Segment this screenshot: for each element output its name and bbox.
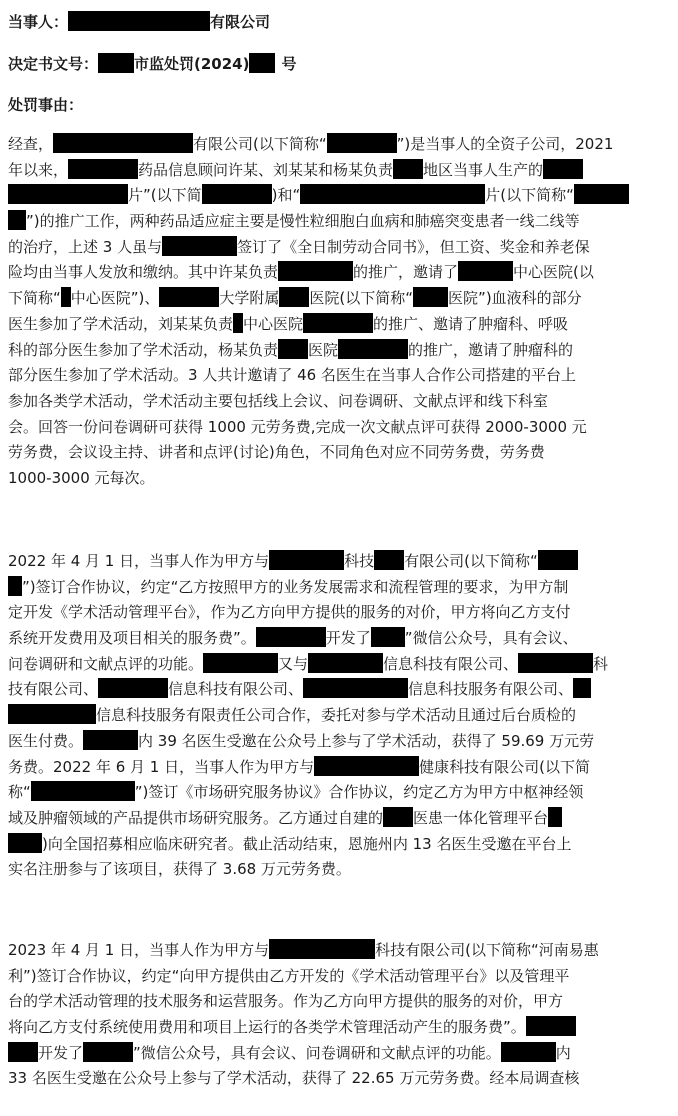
redaction-block (278, 261, 353, 281)
text-segment: 又与 (278, 654, 309, 673)
redaction-block (383, 807, 413, 827)
redaction-block (300, 184, 485, 204)
text-line (8, 363, 670, 389)
text-segment: 药品信息顾问许某、刘某某和杨某负责 (138, 160, 394, 179)
text-segment: 问卷调研和文献点评的功能。 (8, 654, 204, 673)
redaction-block (8, 1042, 38, 1062)
redaction-block (8, 576, 22, 596)
text-line (8, 729, 670, 755)
redaction-block (374, 550, 404, 570)
redaction-block (68, 11, 210, 31)
text-line (8, 158, 670, 184)
text-segment: ”)签订合作协议，约定“乙方按照甲方的业务发展需求和流程管理的要求，为甲方制 (22, 577, 569, 596)
text-segment: 信息科技服务有限公司、 (408, 680, 574, 699)
text-segment: 科的部分医生参加了学术活动，杨某负责 (8, 340, 279, 359)
redaction-block (278, 339, 308, 359)
redaction-block (371, 627, 405, 647)
text-line (8, 780, 670, 806)
text-segment: 劳务费，会议设主持、讲者和点评(讨论)角色，不同角色对应不同劳务费，劳务费 (8, 443, 545, 462)
text-segment: 的治疗，上述 3 人虽与 (8, 237, 163, 256)
text-line (8, 652, 670, 678)
decision-number-suffix: 号 (281, 55, 297, 73)
redaction-block (308, 653, 383, 673)
redaction-block (8, 704, 96, 724)
text-segment: 片(以下简称“ (485, 186, 574, 205)
redaction-block (233, 313, 243, 333)
paragraph-1 (8, 132, 670, 492)
redaction-block (573, 678, 591, 698)
text-segment: 33 名医生受邀在公众号上参与了学术活动，获得了 22.65 万元劳务费。经本局调查核 (8, 1069, 580, 1088)
text-segment: 台的学术活动管理的技术服务和运营服务。作为乙方向甲方提供的服务的对价，甲方 (8, 992, 564, 1011)
text-line (8, 938, 670, 964)
redaction-block (31, 781, 135, 801)
text-segment: )和“ (271, 186, 301, 205)
text-line (8, 466, 670, 492)
text-line (8, 183, 670, 209)
redaction-block (269, 550, 344, 570)
text-line (8, 857, 670, 883)
redaction-block (8, 184, 128, 204)
text-segment: 开发了 (38, 1043, 84, 1062)
text-segment: 2023 年 4 月 1 日，当事人作为甲方与 (8, 941, 270, 959)
text-segment: ”微信公众号，具有会议、 (404, 629, 578, 648)
text-segment: 1000-3000 元每次。 (8, 468, 155, 487)
text-line (8, 389, 670, 415)
text-segment: 有限公司(以下简称“ (404, 552, 538, 570)
text-segment: 部分医生参加了学术活动。3 人共计邀请了 46 名医生在当事人合作公司搭建的平台上 (8, 366, 576, 385)
decision-number-label: 决定书文号： (8, 55, 99, 73)
redaction-block (518, 653, 593, 673)
redaction-block (269, 939, 375, 959)
redaction-block (83, 730, 138, 750)
redaction-block (538, 550, 578, 570)
redaction-block (303, 313, 373, 333)
text-segment: 会。回答一份问卷调研可获得 1000 元劳务费,完成一次文献点评可获得 2000-3000 元 (8, 417, 587, 436)
text-segment: 地区当事人生产的 (423, 160, 544, 179)
text-segment: 中心医院(以 (513, 263, 594, 282)
text-segment: 将向乙方支付系统使用费用和项目上运行的各类学术管理活动产生的服务费”。 (8, 1018, 526, 1037)
text-segment: 内 39 名医生受邀在公众号上参与了学术活动，获得了 59.69 万元劳 (138, 731, 595, 750)
text-segment: 2022 年 4 月 1 日，当事人作为甲方与 (8, 552, 270, 570)
text-line (8, 549, 670, 575)
paragraph-2 (8, 549, 670, 883)
text-line (8, 600, 670, 626)
redaction-block (458, 261, 513, 281)
text-segment: 科 (593, 654, 609, 673)
text-line (8, 1015, 670, 1041)
redaction-block (303, 678, 408, 698)
text-segment: 的推广，邀请了肿瘤科的 (408, 340, 574, 359)
text-segment: 信息科技有限公司、 (168, 680, 304, 699)
text-segment: 中心医院”)、 (70, 289, 160, 308)
text-segment: )向全国招募相应临床研究者。截止活动结束，恩施州内 13 名医生受邀在平台上 (42, 834, 572, 853)
text-line (8, 989, 670, 1015)
text-segment: 签订了《全日制劳动合同书》，但工资、奖金和养老保 (237, 237, 590, 256)
text-segment: 的推广、邀请了肿瘤科、呼吸 (373, 314, 569, 333)
text-segment: 医患一体化管理平台 (413, 808, 549, 827)
text-segment: 定开发《学术活动管理平台》，作为乙方向甲方提供的服务的对价，甲方将向乙方支付 (8, 603, 571, 622)
text-segment: 中心医院 (243, 314, 304, 333)
party-field (8, 11, 270, 32)
text-segment: 医生付费。 (8, 731, 84, 750)
text-line (8, 832, 670, 858)
text-segment: 经查， (8, 135, 54, 153)
redaction-block (256, 627, 326, 647)
redaction-block (68, 159, 138, 179)
text-segment: 内 (555, 1043, 571, 1062)
text-segment: 医院 (308, 340, 339, 359)
redaction-block (279, 287, 309, 307)
redaction-block (162, 236, 237, 256)
text-segment: 信息科技服务有限责任公司合作，委托对参与学术活动且通过后台质检的 (96, 706, 577, 725)
text-segment: 实名注册参与了该项目，获得了 3.68 万元劳务费。 (8, 860, 351, 879)
redaction-block (413, 287, 448, 307)
text-segment: 下简称“ (8, 289, 61, 308)
paragraph-3 (8, 938, 670, 1092)
redaction-block (574, 184, 629, 204)
text-line (8, 338, 670, 364)
text-line (8, 806, 670, 832)
text-line (8, 703, 670, 729)
text-segment: 年以来， (8, 160, 69, 179)
redaction-block (61, 287, 71, 307)
text-segment: 健康科技有限公司(以下简 (419, 757, 590, 776)
redaction-block (249, 53, 275, 73)
text-line (8, 1066, 670, 1092)
decision-number-middle: 市监处罚(2024) (134, 55, 250, 73)
redaction-block (526, 1016, 576, 1036)
redaction-block (393, 159, 423, 179)
redaction-block (8, 833, 42, 853)
text-segment: 参加各类学术活动，学术活动主要包括线上会议、问卷调研、文献点评和线下科室 (8, 391, 549, 410)
redaction-block (501, 1042, 556, 1062)
text-segment: 系统开发费用及项目相关的服务费”。 (8, 629, 256, 648)
redaction-block (83, 1042, 133, 1062)
redaction-block (98, 53, 134, 73)
text-line (8, 626, 670, 652)
text-segment: 科技 (344, 552, 375, 570)
text-line (8, 286, 670, 312)
text-segment: 利”)签订合作协议，约定“向甲方提供由乙方开发的《学术活动管理平台》以及管理平 (8, 966, 570, 985)
text-line (8, 415, 670, 441)
decision-number-field (8, 53, 297, 74)
text-segment: 的推广，邀请了 (353, 263, 459, 282)
party-label: 当事人： (8, 13, 69, 31)
text-segment: 信息科技有限公司、 (383, 654, 519, 673)
redaction-block (98, 678, 168, 698)
text-segment: ”)的推广工作，两种药品适应症主要是慢性粒细胞白血病和肺癌突变患者一线二线等 (26, 212, 580, 231)
text-segment: 称“ (8, 783, 31, 802)
text-segment: ”)是当事人的全资子公司，2021 (396, 135, 614, 153)
text-segment: ”微信公众号，具有会议、问卷调研和文献点评的功能。 (133, 1043, 501, 1062)
redaction-block (203, 653, 278, 673)
text-segment: 域及肿瘤领域的产品提供市场研究服务。乙方通过自建的 (8, 808, 384, 827)
redaction-block (8, 210, 26, 230)
redaction-block (314, 756, 419, 776)
text-segment: 医生参加了学术活动，刘某某负责 (8, 314, 234, 333)
text-line (8, 677, 670, 703)
text-line (8, 575, 670, 601)
redaction-block (543, 159, 583, 179)
text-segment: 开发了 (325, 629, 371, 648)
text-line (8, 1041, 670, 1067)
text-segment: ”)签订《市场研究服务协议》合作协议，约定乙方为甲方中枢神经领 (134, 783, 584, 802)
text-line (8, 312, 670, 338)
redaction-block (53, 133, 193, 153)
text-segment: 险均由当事人发放和缴纳。其中许某负责 (8, 263, 279, 282)
text-line (8, 132, 670, 158)
text-segment: 医院”)血液科的部分 (448, 289, 582, 308)
text-segment: 务费。2022 年 6 月 1 日，当事人作为甲方与 (8, 757, 315, 776)
text-line (8, 964, 670, 990)
text-segment: 有限公司(以下简称“ (193, 135, 327, 153)
redaction-block (159, 287, 219, 307)
text-segment: 大学附属 (219, 289, 280, 308)
text-line (8, 260, 670, 286)
redaction-block (338, 339, 408, 359)
text-line (8, 235, 670, 261)
redaction-block (202, 184, 272, 204)
party-suffix: 有限公司 (210, 13, 271, 31)
text-segment: 片”(以下简 (128, 186, 202, 205)
text-segment: 技有限公司、 (8, 680, 99, 699)
redaction-block (327, 133, 397, 153)
redaction-block (548, 807, 562, 827)
text-segment: 医院(以下简称“ (309, 289, 414, 308)
penalty-reason-heading: 处罚事由： (8, 96, 84, 114)
text-line (8, 440, 670, 466)
text-line (8, 209, 670, 235)
text-segment: 科技有限公司(以下简称“河南易惠 (375, 941, 599, 959)
text-line (8, 755, 670, 781)
